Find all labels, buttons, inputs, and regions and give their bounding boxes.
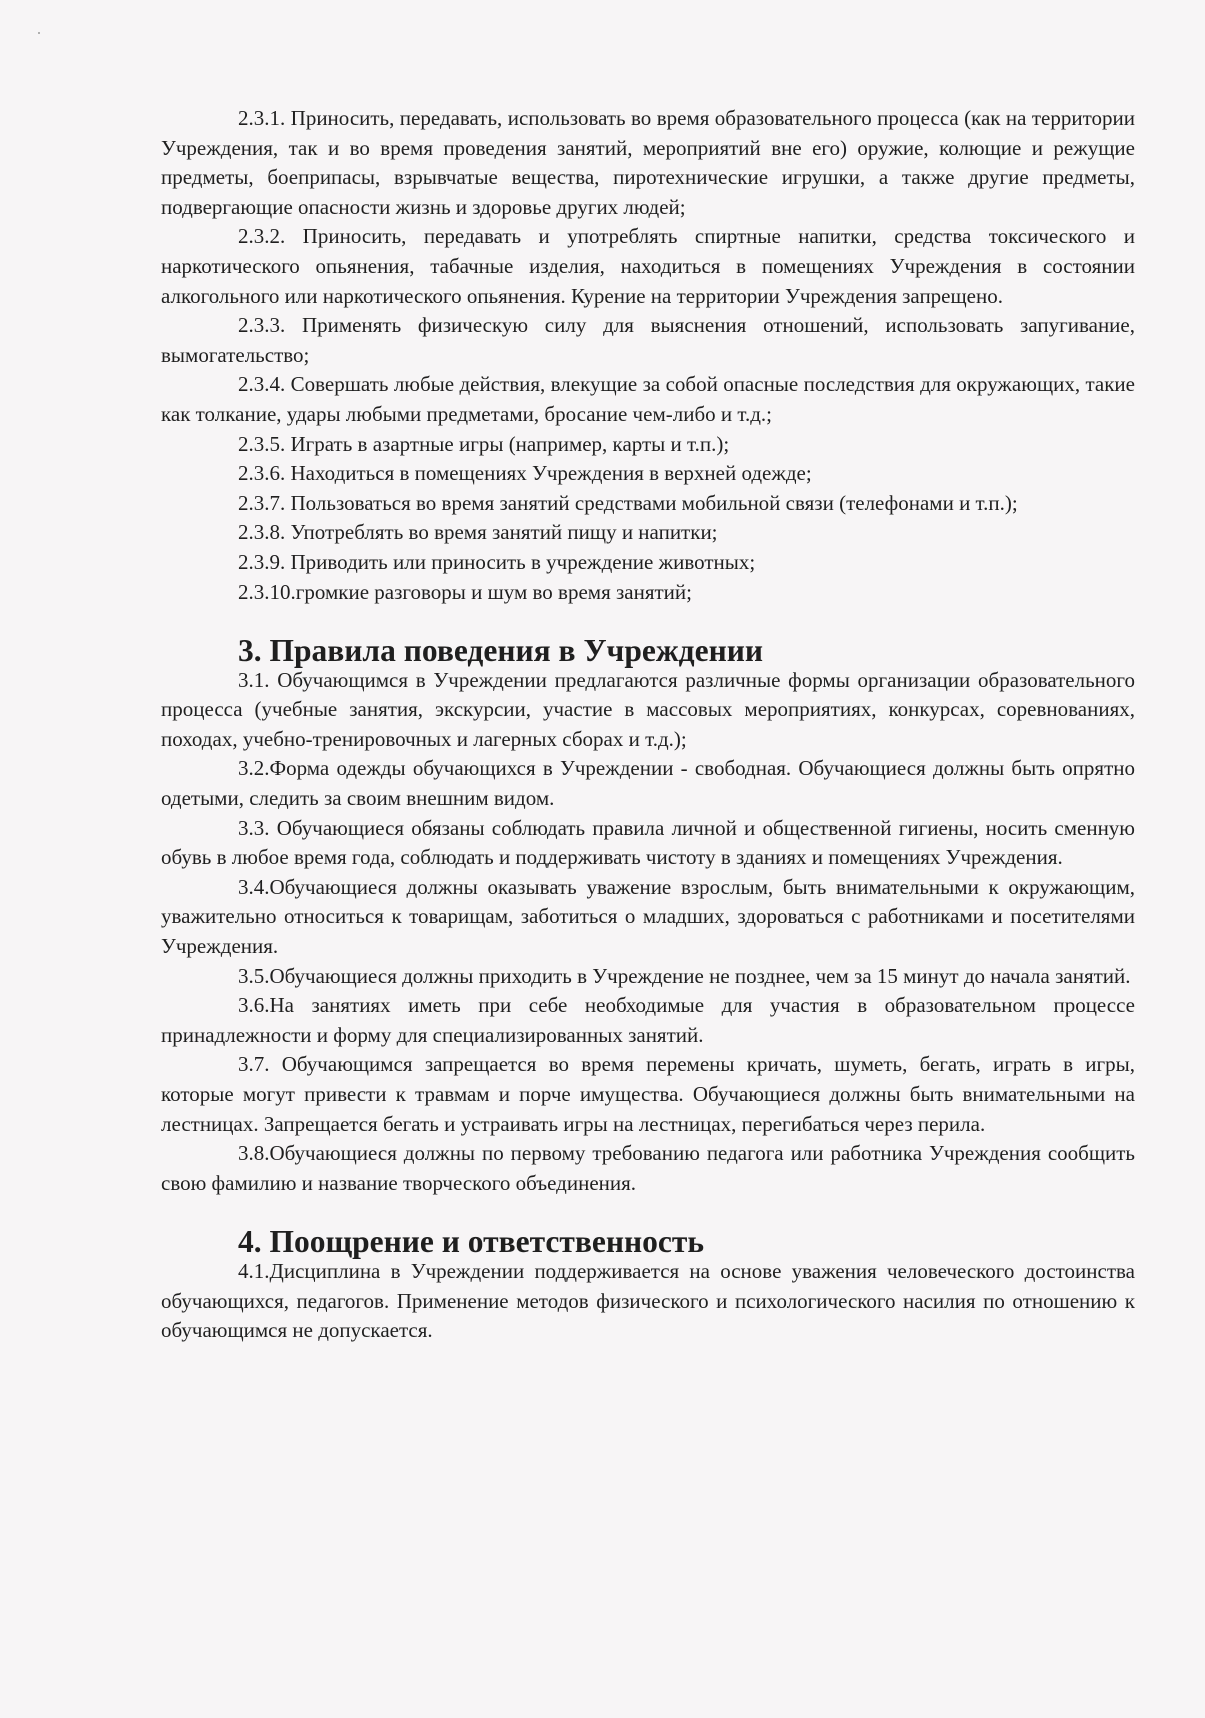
paragraph-3-2: 3.2.Форма одежды обучающихся в Учреждении - свободная. Обучающиеся должны быть опрятно одетыми, следить за своим внешним видом. bbox=[161, 756, 1135, 811]
paragraph-2-3-2: 2.3.2. Приносить, передавать и употреблять спиртные напитки, средства токсического и наркотического опьянения, табачные изделия, находиться в помещениях Учреждения в состоянии алкогольного или наркотического опьянения. Курение на территории Учреждения запрещено. bbox=[161, 224, 1135, 308]
paragraph-4-1: 4.1.Дисциплина в Учреждении поддерживается на основе уважения человеческого достоинства обучающихся, педагогов. Применение методов физического и психологического насилия по отношению к обучающимся не допускается. bbox=[161, 1258, 1135, 1343]
paragraph-2-3-9: 2.3.9. Приводить или приносить в учреждение животных; bbox=[238, 549, 756, 574]
paragraph-3-3: 3.3. Обучающиеся обязаны соблюдать правила личной и общественной гигиены, носить сменную обувь в любое время года, соблюдать и поддерживать чистоту в зданиях и помещениях Учреждения. bbox=[161, 815, 1135, 870]
paragraph-2-3-10: 2.3.10.громкие разговоры и шум во время занятий; bbox=[238, 579, 692, 604]
paragraph-2-3-1: 2.3.1. Приносить, передавать, использовать во время образовательного процесса (как на территории Учреждения, так и во время проведения занятий, мероприятий вне его) оружие, колющие и режущие предметы, боеприпасы, взрывчатые вещества, пиротехнические игрушки, а также другие предметы, подвергающие опасности жизнь и здоровье других людей; bbox=[161, 106, 1135, 219]
paragraph-3-6: 3.6.На занятиях иметь при себе необходимые для участия в образовательном процессе принадлежности и форму для специализированных занятий. bbox=[161, 993, 1135, 1047]
paragraph-2-3-4: 2.3.4. Совершать любые действия, влекущие за собой опасные последствия для окружающих, такие как толкание, удары любыми предметами, бросание чем-либо и т.д.; bbox=[161, 372, 1135, 426]
paragraph-2-3-3: 2.3.3. Применять физическую силу для выяснения отношений, использовать запугивание, вымогательство; bbox=[161, 313, 1135, 367]
section-spacer bbox=[161, 607, 1135, 636]
paragraph-2-3-6: 2.3.6. Находиться в помещениях Учреждения в верхней одежде; bbox=[238, 461, 812, 486]
document-page bbox=[161, 104, 1135, 1346]
section-4-heading: 4. Поощрение и ответственность bbox=[238, 1224, 705, 1260]
section-spacer bbox=[161, 1198, 1135, 1227]
paragraph-2-3-7: 2.3.7. Пользоваться во время занятий средствами мобильной связи (телефонами и т.п.); bbox=[238, 490, 1018, 515]
paragraph-2-3-5: 2.3.5. Играть в азартные игры (например, карты и т.п.); bbox=[238, 431, 730, 456]
paragraph-2-3-8: 2.3.8. Употреблять во время занятий пищу и напитки; bbox=[238, 520, 718, 545]
paragraph-3-7: 3.7. Обучающимся запрещается во время перемены кричать, шуметь, бегать, играть в игры, которые могут привести к травмам и порче имущества. Обучающиеся должны быть внимательными на лестницах. Запрещается бегать и устраивать игры на лестницах, перегибаться через перила. bbox=[161, 1052, 1135, 1136]
paragraph-3-4: 3.4.Обучающиеся должны оказывать уважение взрослым, быть внимательными к окружающим, уважительно относиться к товарищам, заботиться о младших, здороваться с работниками и посетителями Учреждения. bbox=[161, 874, 1135, 959]
scan-speck bbox=[38, 32, 40, 34]
paragraph-3-5: 3.5.Обучающиеся должны приходить в Учреждение не позднее, чем за 15 минут до начала занятий. bbox=[238, 963, 1131, 988]
paragraph-3-8: 3.8.Обучающиеся должны по первому требованию педагога или работника Учреждения сообщить свою фамилию и название творческого объединения. bbox=[161, 1141, 1135, 1195]
section-3-heading: 3. Правила поведения в Учреждении bbox=[238, 633, 764, 669]
paragraph-3-1: 3.1. Обучающимся в Учреждении предлагаются различные формы организации образовательного процесса (учебные занятия, экскурсии, участие в массовых мероприятиях, конкурсах, соревнованиях, походах, учебно-тренировочных и лагерных сборах и т.д.); bbox=[161, 667, 1135, 751]
